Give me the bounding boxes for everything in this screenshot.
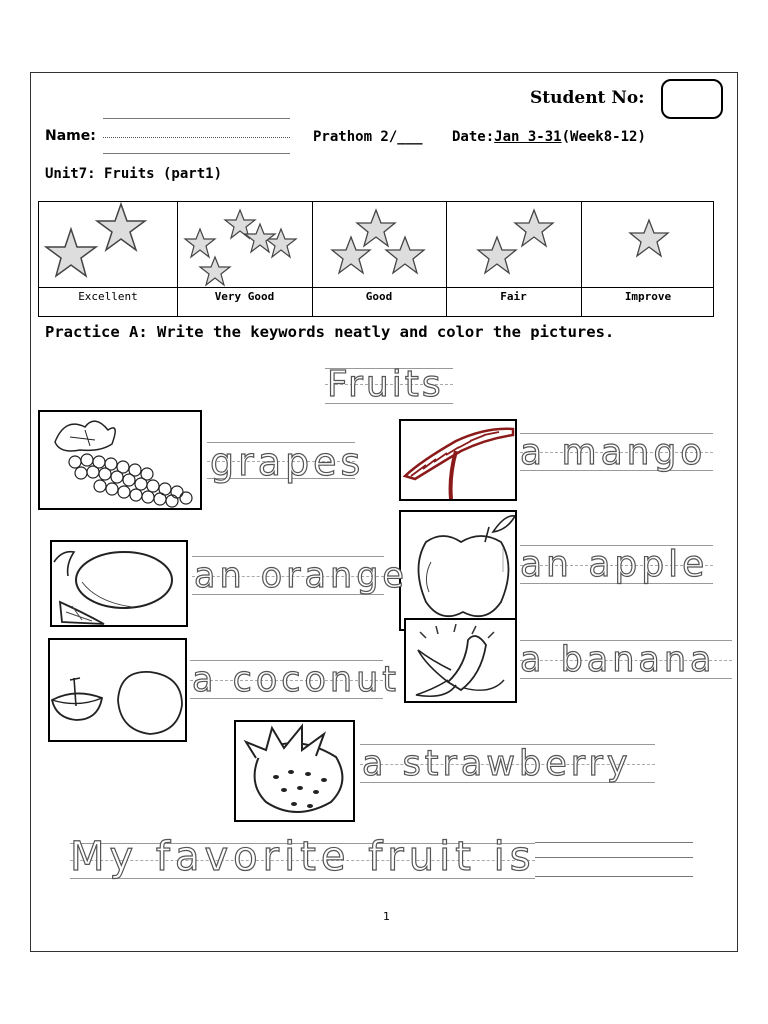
name-line-bottom (103, 153, 290, 154)
student-no-label: Student No: (530, 88, 645, 108)
coconut-icon (50, 640, 185, 740)
orange-picture (50, 540, 188, 627)
strawberry-word: a strawberry (362, 744, 632, 784)
favorite-answer-line-bottom (535, 876, 693, 877)
grapes-picture (38, 410, 202, 510)
apple-icon (401, 512, 515, 629)
star-icon (447, 202, 582, 287)
name-line-top (103, 118, 290, 119)
week-value: (Week8-12) (561, 129, 646, 145)
star-icon (313, 202, 447, 287)
apple-word: an apple (520, 544, 709, 585)
practice-instruction: Practice A: Write the keywords neatly and color the pictures. (45, 323, 615, 341)
rating-label-excellent: Excellent (78, 290, 138, 303)
date-label: Date: (452, 129, 495, 145)
banana-icon (406, 620, 515, 701)
grapes-icon (40, 412, 200, 508)
grapes-word: grapes (210, 440, 365, 484)
rating-label-improve: Improve (624, 290, 672, 303)
rating-label-fair: Fair (500, 290, 527, 303)
mango-picture (399, 419, 517, 501)
student-no-box[interactable] (661, 79, 723, 119)
orange-icon (52, 542, 186, 625)
page-number: 1 (383, 910, 390, 923)
banana-word: a banana (520, 640, 716, 680)
favorite-answer-line-top (535, 842, 693, 843)
banana-picture (404, 618, 517, 703)
coconut-picture (48, 638, 187, 742)
name-field[interactable] (103, 137, 290, 138)
mango-icon (401, 421, 515, 499)
rating-table (38, 201, 714, 317)
date-value: Jan 3-31 (494, 129, 562, 145)
rating-label-good: Good (365, 290, 393, 303)
star-icon (178, 202, 313, 287)
coconut-word: a coconut (192, 660, 400, 700)
mango-word: a mango (520, 432, 707, 473)
rating-label-very-good: Very Good (214, 290, 275, 303)
name-label: Name: (45, 128, 96, 144)
strawberry-icon (236, 722, 353, 820)
fruits-heading: Fruits (327, 364, 444, 405)
orange-word: an orange (194, 556, 408, 596)
apple-picture (399, 510, 517, 631)
strawberry-picture (234, 720, 355, 822)
star-icon (582, 202, 716, 287)
favorite-answer-field[interactable] (535, 857, 693, 858)
favorite-sentence: My favorite fruit is (70, 834, 536, 880)
unit-title: Unit7: Fruits (part1) (45, 166, 223, 182)
star-icon (39, 202, 177, 287)
class-label: Prathom 2/___ (313, 129, 423, 145)
